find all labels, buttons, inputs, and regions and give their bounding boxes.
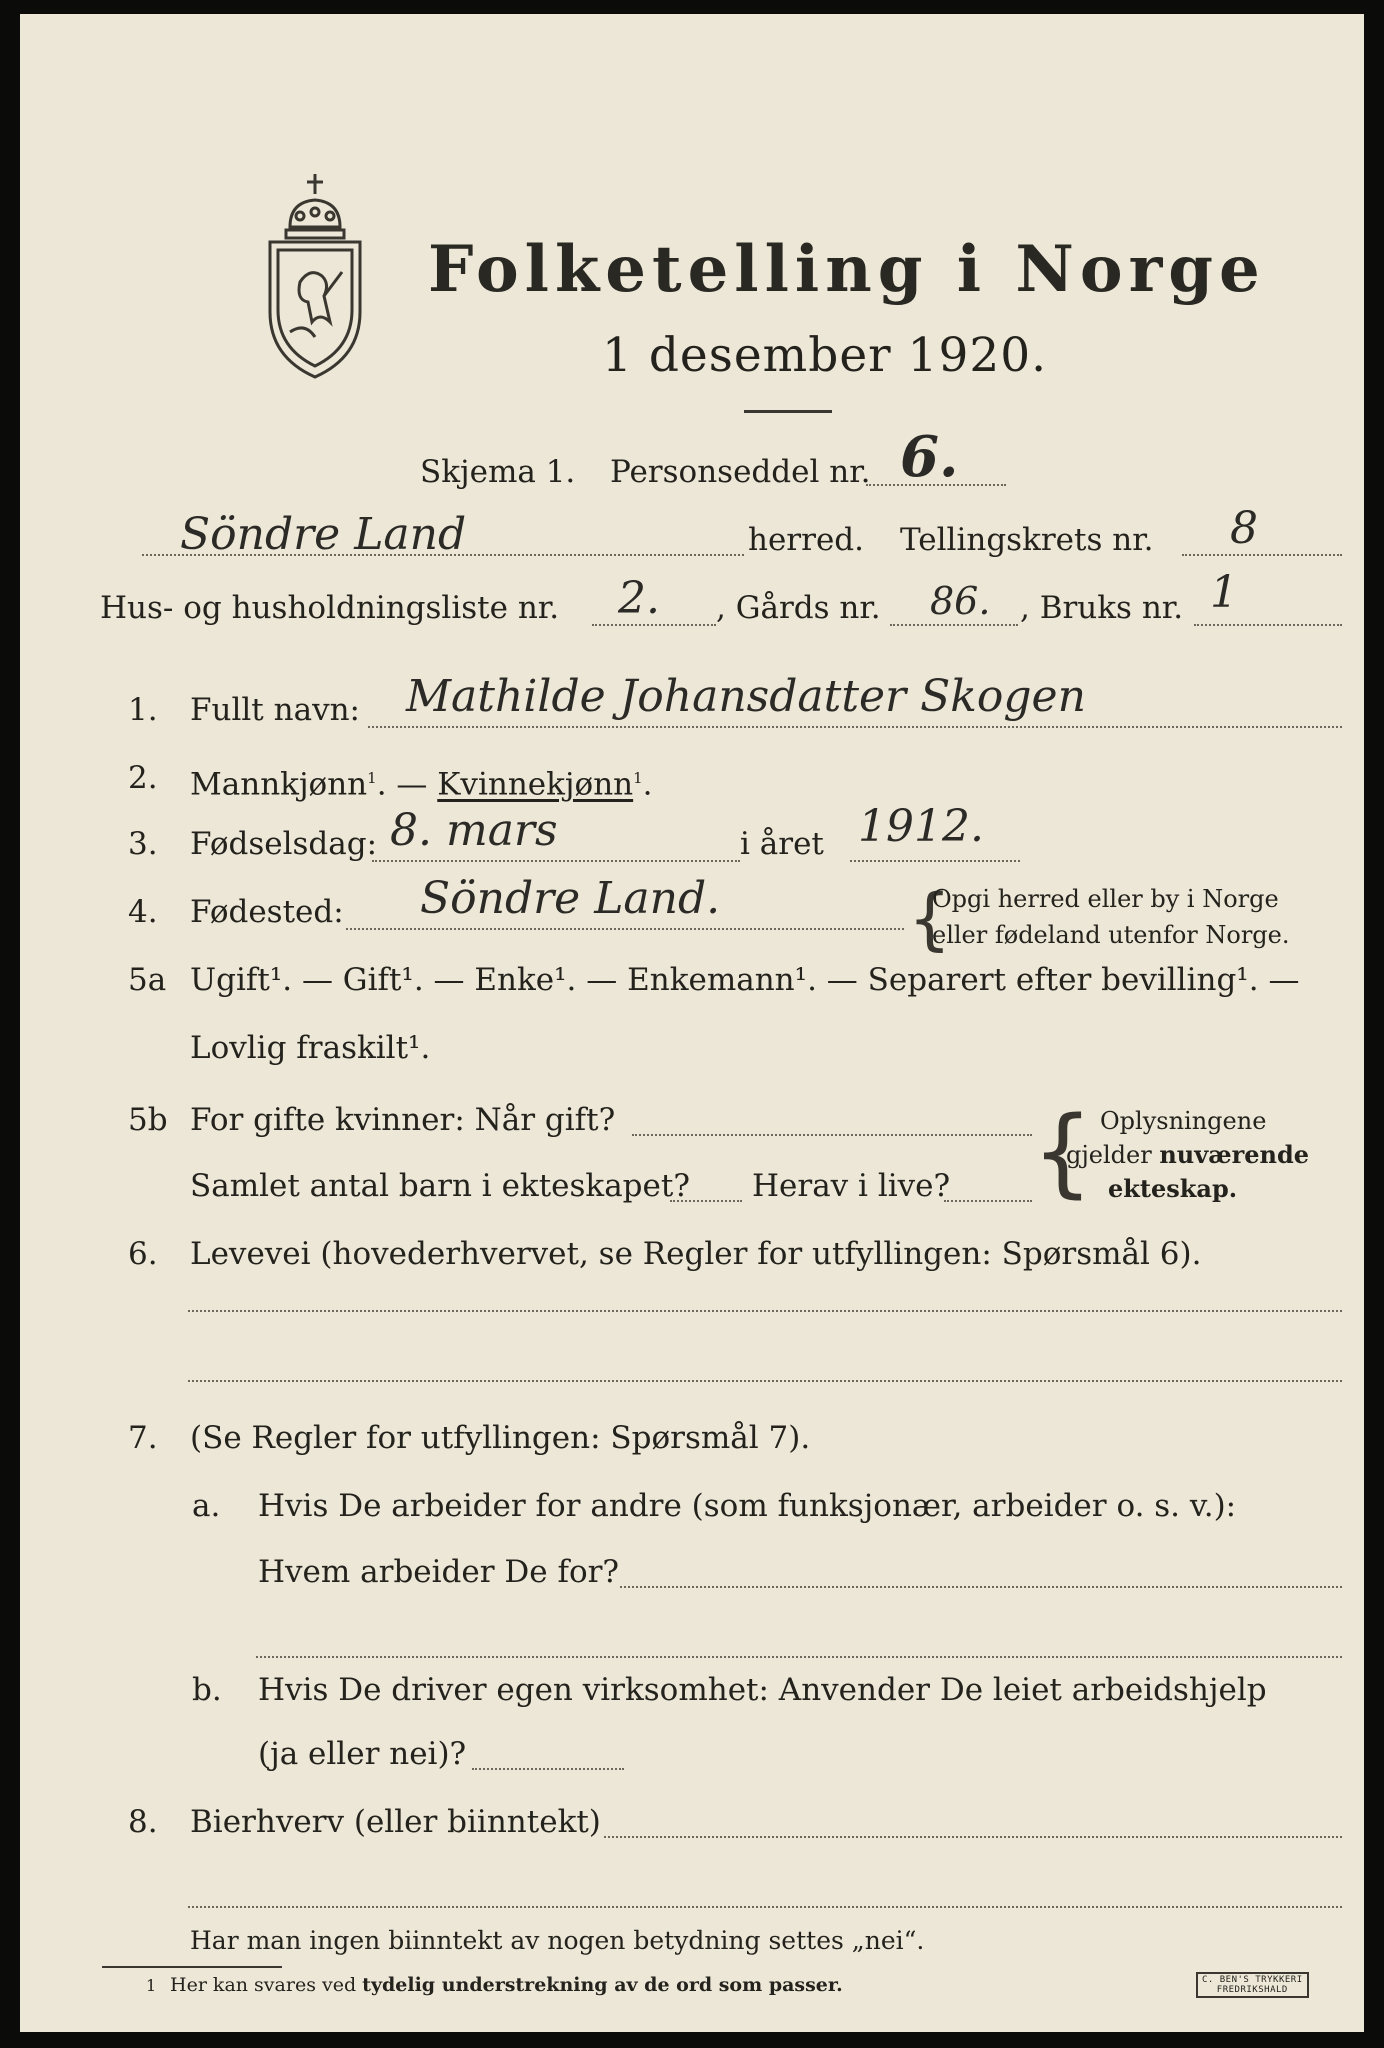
employer-label: Hvem arbeider De for? — [258, 1554, 620, 1590]
gender-female-selected[interactable]: Kvinnekjønn — [437, 766, 634, 803]
q3-number: 3. — [128, 826, 158, 862]
side-income-note: Har man ingen biinntekt av nogen betydning settes „nei“. — [190, 1926, 925, 1955]
occupation-line-2[interactable] — [188, 1380, 1342, 1382]
birthplace-note-line2: eller fødeland utenfor Norge. — [932, 921, 1290, 949]
person-slip-label: Personseddel nr. — [610, 454, 871, 490]
q8-number: 8. — [128, 1804, 158, 1840]
municipality-value[interactable]: Söndre Land — [180, 509, 467, 560]
district-line — [1182, 554, 1342, 556]
q6-number: 6. — [128, 1236, 158, 1272]
farm-value[interactable]: 86. — [930, 579, 991, 623]
farm-label: , Gårds nr. — [716, 590, 881, 626]
full-name-value[interactable]: Mathilde Johansdatter Skogen — [406, 671, 1086, 722]
district-label: Tellingskrets nr. — [900, 522, 1154, 558]
q5b-number: 5b — [128, 1102, 168, 1138]
schema-label: Skjema 1. — [420, 454, 576, 490]
q1-number: 1. — [128, 692, 158, 728]
q2-number: 2. — [128, 760, 158, 796]
district-value[interactable]: 8 — [1230, 503, 1258, 554]
q7b-number: b. — [192, 1672, 222, 1708]
farm-line — [890, 624, 1018, 626]
marriage-note-line1: Oplysningene — [1100, 1107, 1267, 1135]
birthplace-note-brace: { — [908, 880, 952, 959]
marriage-note-line2: gjelder nuværende — [1066, 1140, 1310, 1169]
birthplace-value[interactable]: Söndre Land. — [420, 873, 721, 924]
birthplace-note-line1: Opgi herred eller by i Norge — [932, 885, 1279, 913]
occupation-line-1[interactable] — [188, 1310, 1342, 1312]
gender-male[interactable]: Mannkjønn — [190, 766, 368, 803]
marital-status-divorced[interactable]: Lovlig fraskilt¹. — [190, 1030, 431, 1066]
married-when-label: For gifte kvinner: Når gift? — [190, 1102, 616, 1138]
marriage-note-brace: { — [1032, 1096, 1094, 1208]
birthdate-value[interactable]: 8. mars — [390, 805, 558, 856]
person-slip-value[interactable]: 6. — [900, 424, 959, 490]
occupation-label: Levevei (hovederhvervet, se Regler for utfyllingen: Spørsmål 6). — [190, 1236, 1202, 1272]
birth-year-label: i året — [740, 826, 824, 862]
hired-help-label: (ja eller nei)? — [258, 1736, 467, 1772]
hired-help-line[interactable] — [472, 1768, 624, 1770]
full-name-label: Fullt navn: — [190, 692, 360, 728]
full-name-line — [368, 726, 1342, 728]
footnote-divider — [102, 1966, 282, 1968]
side-income-line[interactable] — [604, 1836, 1342, 1838]
coat-of-arms-icon — [260, 172, 370, 382]
side-income-line-2[interactable] — [188, 1906, 1342, 1908]
married-when-line[interactable] — [632, 1134, 1032, 1136]
birthdate-label: Fødselsdag: — [190, 826, 378, 862]
q7a-label: Hvis De arbeider for andre (som funksjonær, arbeider o. s. v.): — [258, 1488, 1237, 1524]
q7b-label: Hvis De driver egen virksomhet: Anvender De leiet arbeidshjelp — [258, 1672, 1267, 1708]
household-list-line — [592, 624, 716, 626]
q7-number: 7. — [128, 1420, 158, 1456]
children-total-label: Samlet antal barn i ekteskapet? — [190, 1168, 690, 1204]
marriage-note-line3: ekteskap. — [1108, 1174, 1238, 1203]
printer-stamp: C. BEN'S TRYKKERI FREDRIKSHALD — [1196, 1972, 1309, 1998]
household-list-label: Hus- og husholdningsliste nr. — [100, 590, 560, 626]
q7a-number: a. — [192, 1488, 221, 1524]
gender-separator: . — — [376, 766, 438, 803]
holding-value[interactable]: 1 — [1210, 567, 1238, 618]
children-alive-label: Herav i live? — [752, 1168, 951, 1204]
census-form — [20, 14, 1364, 2032]
footnote-text: Her kan svares ved tydelig understrekning av de ord som passer. — [170, 1974, 843, 1996]
birthplace-label: Fødested: — [190, 894, 344, 930]
census-date: 1 desember 1920. — [602, 328, 1048, 383]
gender-end: . — [642, 766, 653, 803]
q5a-number: 5a — [128, 962, 167, 998]
side-income-label: Bierhverv (eller biinntekt) — [190, 1804, 601, 1840]
gender-options: Mannkjønn$^1$. — Kvinnekjønn$^1$. — [190, 766, 653, 803]
q4-number: 4. — [128, 894, 158, 930]
holding-line — [1194, 624, 1342, 626]
employer-line-2[interactable] — [256, 1656, 1342, 1658]
municipality-label: herred. — [748, 522, 864, 558]
employer-line[interactable] — [620, 1586, 1342, 1588]
marital-status-options[interactable]: Ugift¹. — Gift¹. — Enke¹. — Enkemann¹. — Separert efter bevilling¹. — — [190, 962, 1300, 998]
children-total-line[interactable] — [670, 1200, 742, 1202]
children-alive-line[interactable] — [944, 1200, 1032, 1202]
birth-year-line — [850, 860, 1020, 862]
q7-label: (Se Regler for utfyllingen: Spørsmål 7). — [190, 1420, 811, 1456]
household-list-value[interactable]: 2. — [618, 573, 660, 624]
birthplace-line — [346, 928, 904, 930]
footnote-number: 1 — [146, 1976, 157, 1995]
holding-label: , Bruks nr. — [1020, 590, 1184, 626]
birthdate-line — [372, 860, 740, 862]
page-title: Folketelling i Norge — [428, 232, 1266, 307]
birth-year-value[interactable]: 1912. — [858, 801, 984, 852]
title-divider — [744, 410, 832, 413]
